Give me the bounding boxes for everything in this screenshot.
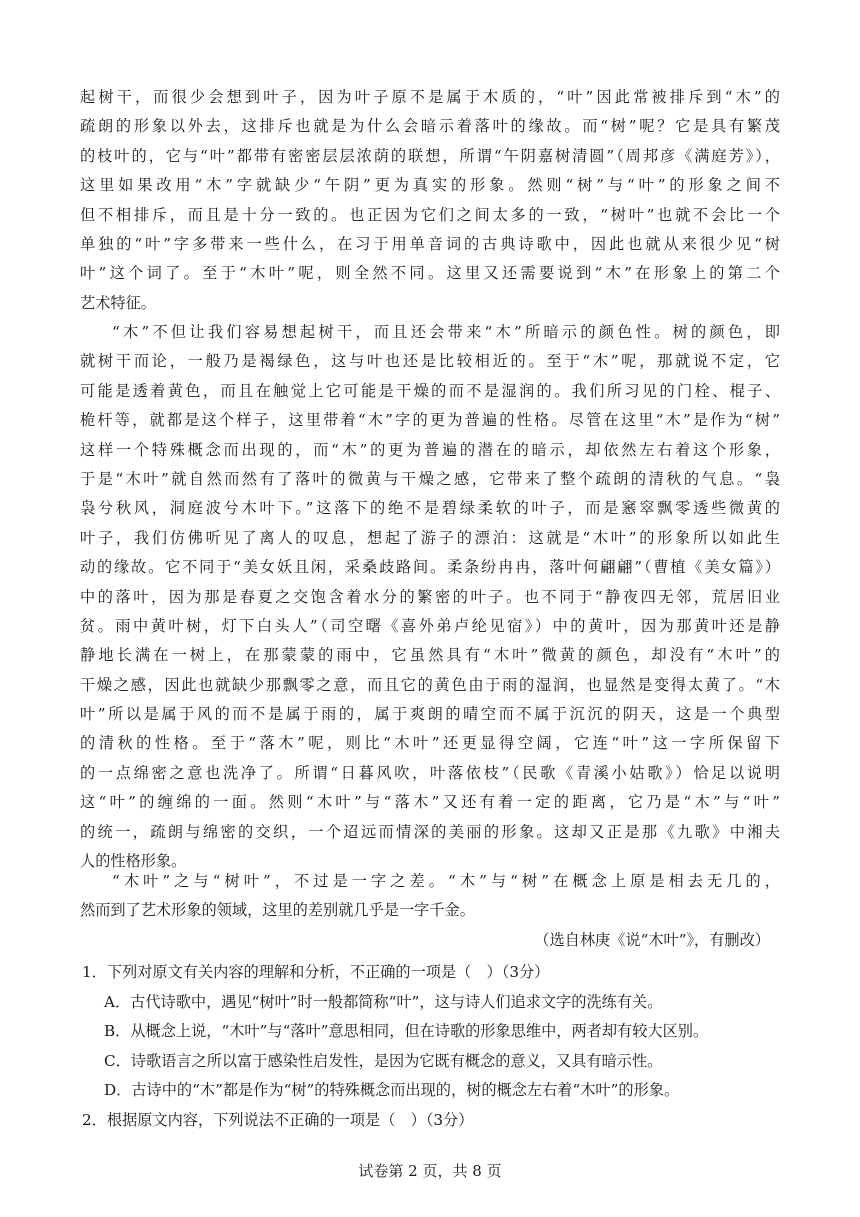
text-line: “木”不但让我们容易想起树干，而且还会带来“木”所暗示的颜色性。树的颜色，即 bbox=[112, 323, 780, 341]
question-1-stem: 1．下列对原文有关内容的理解和分析，不正确的一项是（ ）（3分） bbox=[82, 963, 550, 981]
question-1-option-a: A．古代诗歌中，遇见“树叶”时一般都简称“叶”，这与诗人们追求文字的洗练有关。 bbox=[104, 992, 663, 1011]
text-line: 的统一，疏朗与绵密的交织，一个迢远而情深的美丽的形象。这却又正是那《九歌》中湘夫 bbox=[80, 822, 780, 841]
question-section bbox=[82, 958, 802, 1136]
text-line: 的枝叶的，它与“叶”都带有密密层层浓荫的联想，所谓“午阴嘉树清圆”（周邦彦《满庭芳》）， bbox=[80, 146, 780, 165]
text-line: 静地长满在一树上，在那蒙蒙的雨中，它虽然具有“木叶”微黄的颜色，却没有“木叶”的 bbox=[80, 646, 780, 665]
text-line: 然而到了艺术形象的领域，这里的差别就几乎是一字千金。 bbox=[80, 901, 475, 920]
text-line: 干燥之感，因此也就缺少那飘零之意，而且它的黄色由于雨的湿润，也显然是变得太黄了。“木 bbox=[80, 675, 780, 694]
text-line: 疏朗的形象以外去，这排斥也就是为什么会暗示着落叶的缘故。而“树”呢？它是具有繁茂 bbox=[80, 117, 780, 136]
text-line: 这“叶”的缠绵的一面。然则“木叶”与“落木”又还有着一定的距离，它乃是“木”与“叶” bbox=[80, 793, 780, 812]
question-1-option-b: B．从概念上说，“木叶”与“落叶”意思相同，但在诗歌的形象思维中，两者却有较大区别。 bbox=[104, 1022, 709, 1041]
text-line: 袅兮秋风，洞庭波兮木叶下。”这落下的绝不是碧绿柔软的叶子，而是窸窣飘零透些微黄的 bbox=[80, 499, 780, 518]
text-line: 贫。雨中黄叶树，灯下白头人”（司空曙《喜外弟卢纶见宿》）中的黄叶，因为那黄叶还是静 bbox=[80, 616, 780, 635]
text-line: 的一点绵密之意也洗净了。所谓“日暮风吹，叶落依枝”（民歌《青溪小姑歌》）恰足以说明 bbox=[80, 763, 780, 782]
text-line: 叶”这个词了。至于“木叶”呢，则全然不同。这里又还需要说到“木”在形象上的第二个 bbox=[80, 264, 780, 283]
question-2-stem: 2．根据原文内容，下列说法不正确的一项是（ ）（3分） bbox=[82, 1110, 474, 1129]
text-line: 动的缘故。它不同于“美女妖且闲，采桑歧路间。柔条纷冉冉，落叶何翩翩”（曹植《美女篇》） bbox=[80, 558, 780, 577]
passage-paragraph-3 bbox=[80, 867, 780, 926]
passage-paragraph-1 bbox=[80, 83, 780, 318]
text-line: 这里如果改用“木”字就缺少“午阴”更为真实的形象。然则“树”与“叶”的形象之间不 bbox=[80, 176, 780, 195]
text-line: 桅杆等，就都是这个样子，这里带着“木”字的更为普遍的性格。尽管在这里“木”是作为“树” bbox=[80, 411, 780, 430]
text-line: 艺术特征。 bbox=[80, 293, 156, 312]
text-line: 但不相排斥，而且是十分一致的。也正因为它们之间太多的一致，“树叶”也就不会比一个 bbox=[80, 205, 780, 224]
text-line: 这样一个特殊概念而出现的，而“木”的更为普遍的潜在的暗示，却依然左右着这个形象， bbox=[80, 440, 780, 459]
text-line: 的清秋的性格。至于“落木”呢，则比“木叶”还更显得空阔，它连“叶”这一字所保留下 bbox=[80, 734, 780, 753]
text-line: 于是“木叶”就自然而然有了落叶的微黄与干燥之感，它带来了整个疏朗的清秋的气息。“袅 bbox=[80, 469, 780, 488]
passage-paragraph-2 bbox=[80, 318, 780, 876]
text-line: 中的落叶，因为那是春夏之交饱含着水分的繁密的叶子。也不同于“静夜四无邻，荒居旧业 bbox=[80, 587, 780, 606]
text-line: “木叶”之与“树叶”，不过是一字之差。“木”与“树”在概念上原是相去无几的， bbox=[112, 872, 780, 890]
text-line: 叶子，我们仿佛听见了离人的叹息，想起了游子的漂泊：这就是“木叶”的形象所以如此生 bbox=[80, 528, 780, 547]
text-line: 叶”所以是属于风的而不是属于雨的，属于爽朗的晴空而不属于沉沉的阴天，这是一个典型 bbox=[80, 705, 780, 724]
page-footer: 试卷第 2 页，共 8 页 bbox=[358, 1162, 502, 1180]
text-line: 人的性格形象。 bbox=[80, 852, 187, 871]
text-line: 就树干而论，一般乃是褐绿色，这与叶也还是比较相近的。至于“木”呢，那就说不定，它 bbox=[80, 352, 780, 371]
text-line: 起树干，而很少会想到叶子，因为叶子原不是属于木质的，“叶”因此常被排斥到“木”的 bbox=[80, 88, 780, 106]
question-1-option-d: D．古诗中的“木”都是作为“树”的特殊概念而出现的，树的概念左右着“木叶”的形象。 bbox=[104, 1081, 680, 1100]
question-1-option-c: C．诗歌语言之所以富于感染性启发性，是因为它既有概念的意义，又具有暗示性。 bbox=[104, 1051, 663, 1070]
passage-source: （选自林庚《说“木叶”》，有删改） bbox=[534, 931, 770, 949]
text-line: 可能是透着黄色，而且在触觉上它可能是干燥的而不是湿润的。我们所习见的门栓、棍子、 bbox=[80, 381, 780, 400]
text-line: 单独的“叶”字多带来一些什么，在习于用单音词的古典诗歌中，因此也就从来很少见“树 bbox=[80, 234, 780, 253]
